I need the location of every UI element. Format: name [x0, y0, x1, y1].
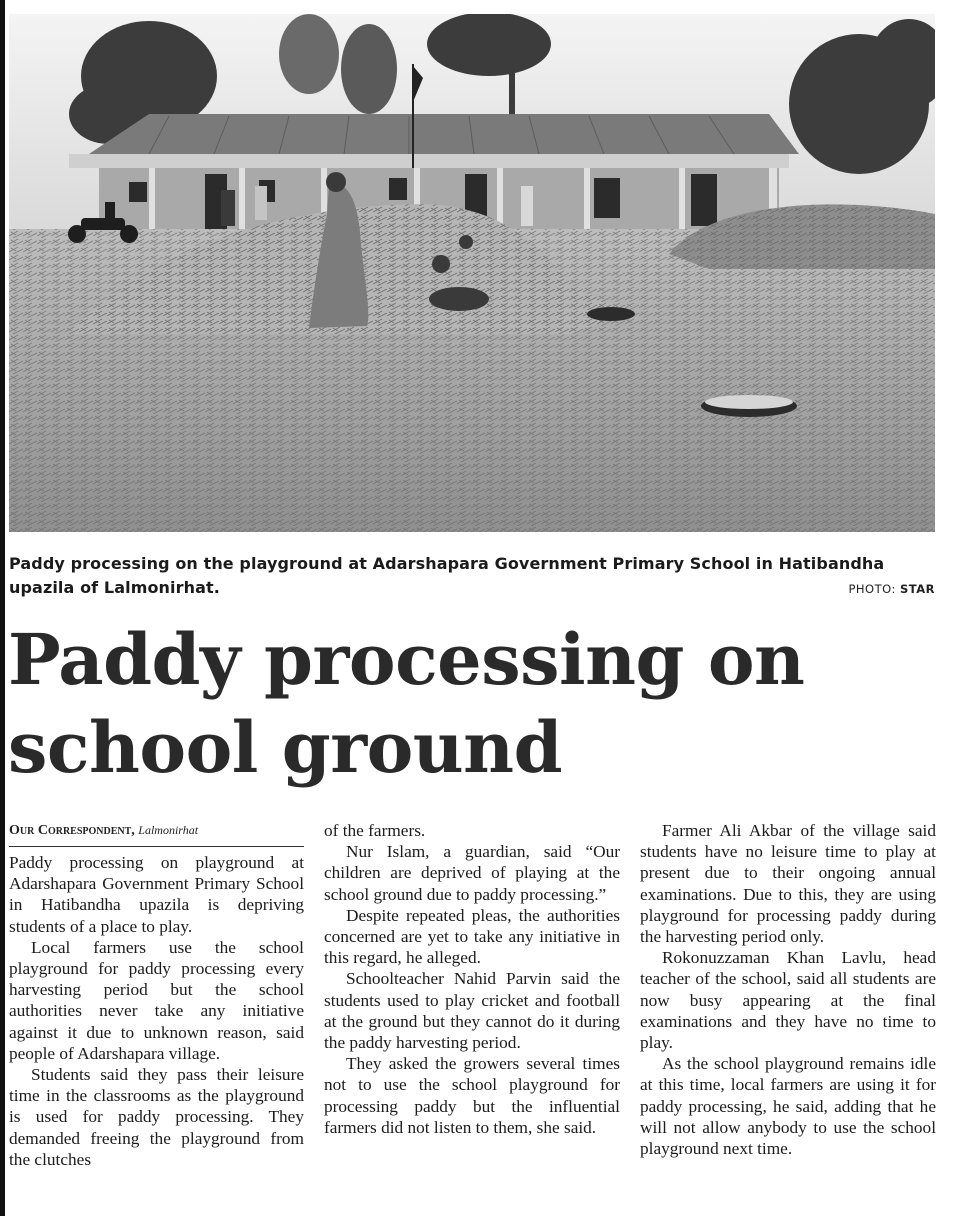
paragraph: They asked the growers several times not to use the school playground for processing paddy but the influential farmers did not listen to them, she said.: [324, 1054, 620, 1137]
byline: [9, 820, 304, 847]
headline-line-1: Paddy processing on: [8, 618, 805, 701]
photo-image: [9, 14, 935, 532]
article-column-3: [640, 820, 936, 1159]
headline: [8, 616, 938, 792]
paragraph: Despite repeated pleas, the authorities concerned are yet to take any initiative in this regard, he alleged.: [324, 905, 620, 968]
photo-credit: [848, 582, 935, 596]
headline-line-2: school ground: [8, 706, 563, 789]
left-margin-bar: [0, 0, 5, 1216]
photo-credit-name: STAR: [900, 582, 935, 596]
paragraph: Students said they pass their leisure time in the classrooms as the playground is used for paddy processing. They demanded freeing the playground from the clutches: [9, 1065, 304, 1169]
paragraph: Local farmers use the school playground for paddy processing every harvesting period but the school authorities never take any initiative against it due to unknown reason, said people of Adarshapara village.: [9, 937, 304, 1063]
byline-place: Lalmonirhat: [138, 823, 199, 837]
byline-author: Our Correspondent,: [9, 823, 135, 838]
paragraph: As the school playground remains idle at this time, local farmers are using it for paddy processing, he said, adding that he will not allow anybody to use the school playground next time.: [640, 1054, 936, 1159]
paragraph: Nur Islam, a guardian, said “Our children are deprived of playing at the school ground due to paddy processing.”: [324, 842, 620, 904]
photo-caption: Paddy processing on the playground at Adarshapara Government Primary School in Hatibandha upazila of Lalmonirhat.: [9, 554, 885, 597]
paragraph: Schoolteacher Nahid Parvin said the students used to play cricket and football at the ground but they cannot do it during the paddy harvesting period.: [324, 969, 620, 1053]
paragraph: Rokonuzzaman Khan Lavlu, head teacher of the school, said all students are now busy appearing at the final examinations and they have no time to play.: [640, 948, 936, 1053]
paragraph: Farmer Ali Akbar of the village said students have no leisure time to play at present due to their ongoing annual examinations. Due to this, they are using playground for processing paddy during the harvesting period only.: [640, 821, 936, 947]
paragraph: of the farmers.: [324, 821, 426, 840]
news-photo: [9, 14, 935, 532]
article-column-2: [324, 820, 620, 1138]
photo-credit-prefix: PHOTO:: [848, 582, 900, 596]
article-column-1: [9, 820, 304, 1170]
paragraph: Paddy processing on playground at Adarshapara Government Primary School in Hatibandha upazila is depriving students of a place to play.: [9, 853, 304, 936]
